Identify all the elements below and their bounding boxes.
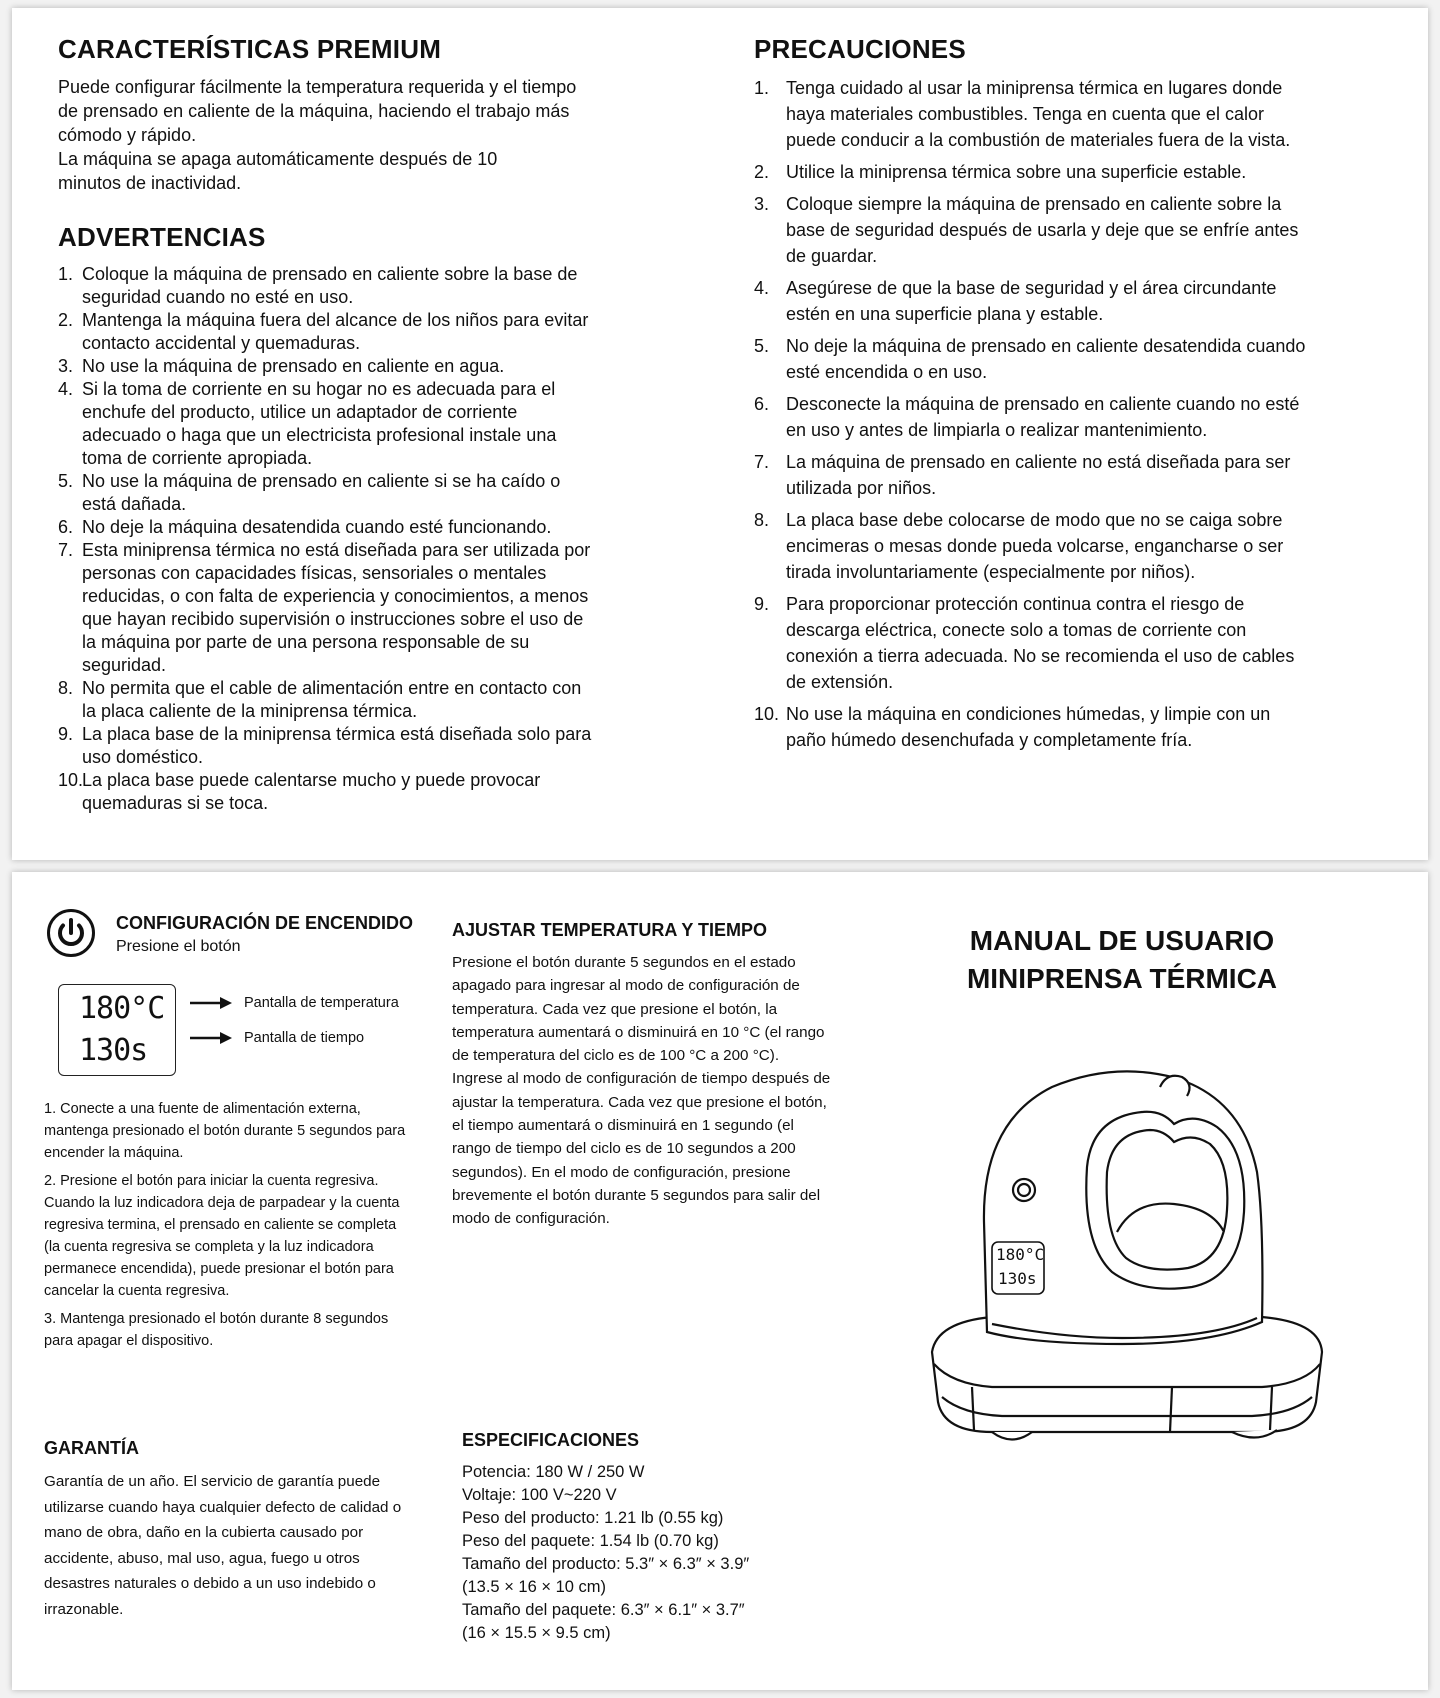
list-text: La placa base debe colocarse de modo que no se caiga sobre encimeras o mesas donde pueda volcarse, engancharse o ser tirada involuntariamente (especialmente por niños). (786, 510, 1284, 582)
list-number: 9. (58, 724, 74, 744)
list-item (754, 391, 1314, 443)
list-text: No deje la máquina de prensado en caliente desatendida cuando esté encendida o en uso. (786, 336, 1306, 382)
list-number: 8. (754, 510, 770, 530)
label-temperature-display: Pantalla de temperatura (244, 995, 399, 1011)
list-number: 5. (754, 336, 770, 356)
list-number: 1. (754, 78, 770, 98)
list-text: Si la toma de corriente en su hogar no es adecuada para el enchufe del producto, utilice un adaptador de corriente adecuado o haga que un electricista profesional instale una toma de corriente apropiada. (82, 379, 557, 468)
spec-line: Peso del paquete: 1.54 lb (0.70 kg) (462, 1532, 719, 1550)
list-number: 10. (58, 770, 84, 790)
list-number: 3. (754, 194, 770, 214)
list-number: 7. (754, 452, 770, 472)
list-item (754, 701, 1314, 753)
ajustar-section (452, 920, 832, 1231)
list-item (58, 309, 598, 355)
temperature-arrow-row (190, 995, 399, 1011)
list-item (58, 378, 598, 470)
precauciones-title: PRECAUCIONES (754, 34, 966, 64)
spec-line: Peso del producto: 1.21 lb (0.55 kg) (462, 1509, 724, 1527)
spec-line: Potencia: 180 W / 250 W (462, 1463, 645, 1481)
premium-title: CARACTERÍSTICAS PREMIUM (58, 34, 442, 64)
list-text: Asegúrese de que la base de seguridad y el área circundante estén en una superficie plana y estable. (786, 278, 1277, 324)
list-item (58, 723, 598, 769)
list-text: Para proporcionar protección continua contra el riesgo de descarga eléctrica, conecte solo a tomas de corriente con conexión a tierra adecuada. No se recomienda el uso de cables de extensión. (786, 594, 1295, 692)
list-text: No deje la máquina desatendida cuando esté funcionando. (82, 517, 552, 537)
list-number: 5. (58, 471, 74, 491)
list-text: Mantenga la máquina fuera del alcance de los niños para evitar contacto accidental y quemaduras. (82, 310, 589, 353)
list-number: 7. (58, 540, 74, 560)
manual-title-line1: MANUAL DE USUARIO (969, 925, 1275, 956)
list-item (754, 507, 1314, 585)
encendido-step: 3. Mantenga presionado el botón durante 8 segundos para apagar el dispositivo. (44, 1311, 389, 1349)
list-text: Coloque la máquina de prensado en caliente sobre la base de seguridad cuando no esté en uso. (82, 264, 578, 307)
list-item (754, 75, 1314, 153)
encendido-step: 1. Conecte a una fuente de alimentación externa, mantenga presionado el botón durante 5 segundos para encender la máquina. (44, 1101, 406, 1161)
encendido-subtitle: Presione el botón (116, 938, 241, 955)
encendido-title: CONFIGURACIÓN DE ENCENDIDO (116, 913, 414, 933)
manual-title-line2: MINIPRENSA TÉRMICA (966, 963, 1278, 994)
list-item (58, 516, 598, 539)
list-number: 9. (754, 594, 770, 614)
list-text: Desconecte la máquina de prensado en caliente cuando no esté en uso y antes de limpiarla o realizar mantenimiento. (786, 394, 1300, 440)
spec-line: Tamaño del producto: 5.3″ × 6.3″ × 3.9″ (462, 1555, 750, 1573)
label-time-display: Pantalla de tiempo (244, 1030, 365, 1046)
list-item (58, 470, 598, 516)
list-text: La placa base de la miniprensa térmica está diseñada solo para uso doméstico. (82, 724, 592, 767)
list-text: La máquina de prensado en caliente no está diseñada para ser utilizada por niños. (786, 452, 1291, 498)
list-item (754, 159, 1314, 185)
heat-press-illustration (912, 1032, 1342, 1452)
ajustar-title: AJUSTAR TEMPERATURA Y TIEMPO (452, 920, 768, 940)
list-text: No use la máquina de prensado en caliente en agua. (82, 356, 505, 376)
specs-section (462, 1430, 842, 1645)
arrow-right-icon (190, 997, 232, 1009)
list-number: 4. (754, 278, 770, 298)
list-item (754, 191, 1314, 269)
list-number: 6. (754, 394, 770, 414)
spec-line: (13.5 × 16 × 10 cm) (462, 1578, 606, 1596)
time-arrow-row (190, 1030, 364, 1046)
list-item (58, 263, 598, 309)
lcd-temperature: 180°C (79, 991, 165, 1026)
list-text: No use la máquina en condiciones húmedas, y limpie con un paño húmedo desenchufada y completamente fría. (786, 704, 1271, 750)
list-item (754, 333, 1314, 385)
list-text: No permita que el cable de alimentación entre en contacto con la placa caliente de la miniprensa térmica. (82, 678, 582, 721)
list-number: 2. (754, 162, 770, 182)
precauciones-section (754, 34, 1334, 759)
arrow-right-icon (190, 1032, 232, 1044)
list-text: La placa base puede calentarse mucho y puede provocar quemaduras si se toca. (82, 770, 541, 813)
spec-line: Tamaño del paquete: 6.3″ × 6.1″ × 3.7″ (462, 1601, 745, 1619)
advertencias-list (58, 263, 598, 815)
list-number: 3. (58, 356, 74, 376)
encendido-header (116, 913, 413, 959)
list-item (58, 769, 598, 815)
list-text: Tenga cuidado al usar la miniprensa térmica en lugares donde haya materiales combustibles. Tenga en cuenta que el calor puede conducir a la combustión de materiales fuera de la vista. (786, 78, 1291, 150)
power-icon (46, 908, 96, 958)
device-lcd-temperature: 180°C (996, 1245, 1045, 1264)
bottom-page (12, 872, 1428, 1690)
premium-section (58, 34, 618, 195)
list-number: 2. (58, 310, 74, 330)
list-number: 4. (58, 379, 74, 399)
list-number: 6. (58, 517, 74, 537)
premium-text-1: Puede configurar fácilmente la temperatura requerida y el tiempo de prensado en caliente de la máquina, haciendo el trabajo más cómodo y rápido. (58, 77, 577, 145)
list-number: 10. (754, 704, 780, 724)
spec-line: (16 × 15.5 × 9.5 cm) (462, 1624, 611, 1642)
list-text: Coloque siempre la máquina de prensado en caliente sobre la base de seguridad después de usarla y deje que se enfríe antes de guardar. (786, 194, 1299, 266)
list-item (754, 591, 1314, 695)
manual-title (902, 922, 1342, 998)
advertencias-section (58, 222, 618, 815)
list-number: 1. (58, 264, 74, 284)
list-text: No use la máquina de prensado en caliente si se ha caído o está dañada. (82, 471, 561, 514)
device-lcd-time: 130s (998, 1269, 1037, 1288)
ajustar-text: Presione el botón durante 5 segundos en el estado apagado para ingresar al modo de configuración de temperatura. Cada vez que presione el botón, la temperatura aumentará o disminuirá en 10 °C (el rango de temperatura del ciclo es de 100 °C a 200 °C). Ingrese al modo de configuración de tiempo después de ajustar la temperatura. Cada vez que presione el botón, el tiempo aumentará o disminuirá en 1 segundo (el rango de tiempo del ciclo es de 10 segundos a 200 segundos). En el modo de configuración, presione brevemente el botón durante 5 segundos para salir del modo de configuración. (452, 954, 831, 1228)
top-page (12, 8, 1428, 860)
advertencias-title: ADVERTENCIAS (58, 222, 266, 252)
list-item (58, 539, 598, 677)
list-text: Utilice la miniprensa térmica sobre una superficie estable. (786, 162, 1247, 182)
premium-text-2: La máquina se apaga automáticamente después de 10 minutos de inactividad. (58, 149, 498, 193)
list-item (58, 355, 598, 378)
specs-title: ESPECIFICACIONES (462, 1430, 640, 1450)
specs-lines (462, 1461, 842, 1645)
lcd-time: 130s (79, 1033, 148, 1068)
garantia-title: GARANTÍA (44, 1438, 139, 1458)
list-item (58, 677, 598, 723)
list-number: 8. (58, 678, 74, 698)
encendido-steps (44, 1098, 414, 1358)
list-item (754, 275, 1314, 327)
precauciones-list (754, 75, 1314, 753)
list-text: Esta miniprensa térmica no está diseñada para ser utilizada por personas con capacidades físicas, sensoriales o mentales reducidas, o con falta de experiencia y conocimientos, a menos que hayan recibido supervisión o instrucciones sobre el uso de la máquina por parte de una persona responsable de su seguridad. (82, 540, 591, 675)
lcd-display (58, 984, 176, 1076)
spec-line: Voltaje: 100 V~220 V (462, 1486, 617, 1504)
garantia-section (44, 1438, 404, 1622)
list-item (754, 449, 1314, 501)
garantia-text: Garantía de un año. El servicio de garantía puede utilizarse cuando haya cualquier defecto de calidad o mano de obra, daño en la cubierta causado por accidente, abuso, mal uso, agua, fuego u otros desastres naturales o debido a un uso indebido o irrazonable. (44, 1473, 402, 1618)
encendido-step: 2. Presione el botón para iniciar la cuenta regresiva. Cuando la luz indicadora deja de parpadear y la cuenta regresiva termina, el prensado en caliente se completa (la cuenta regresiva se completa y la luz indicadora permanece encendida), puede presionar el botón para cancelar la cuenta regresiva. (44, 1173, 400, 1299)
